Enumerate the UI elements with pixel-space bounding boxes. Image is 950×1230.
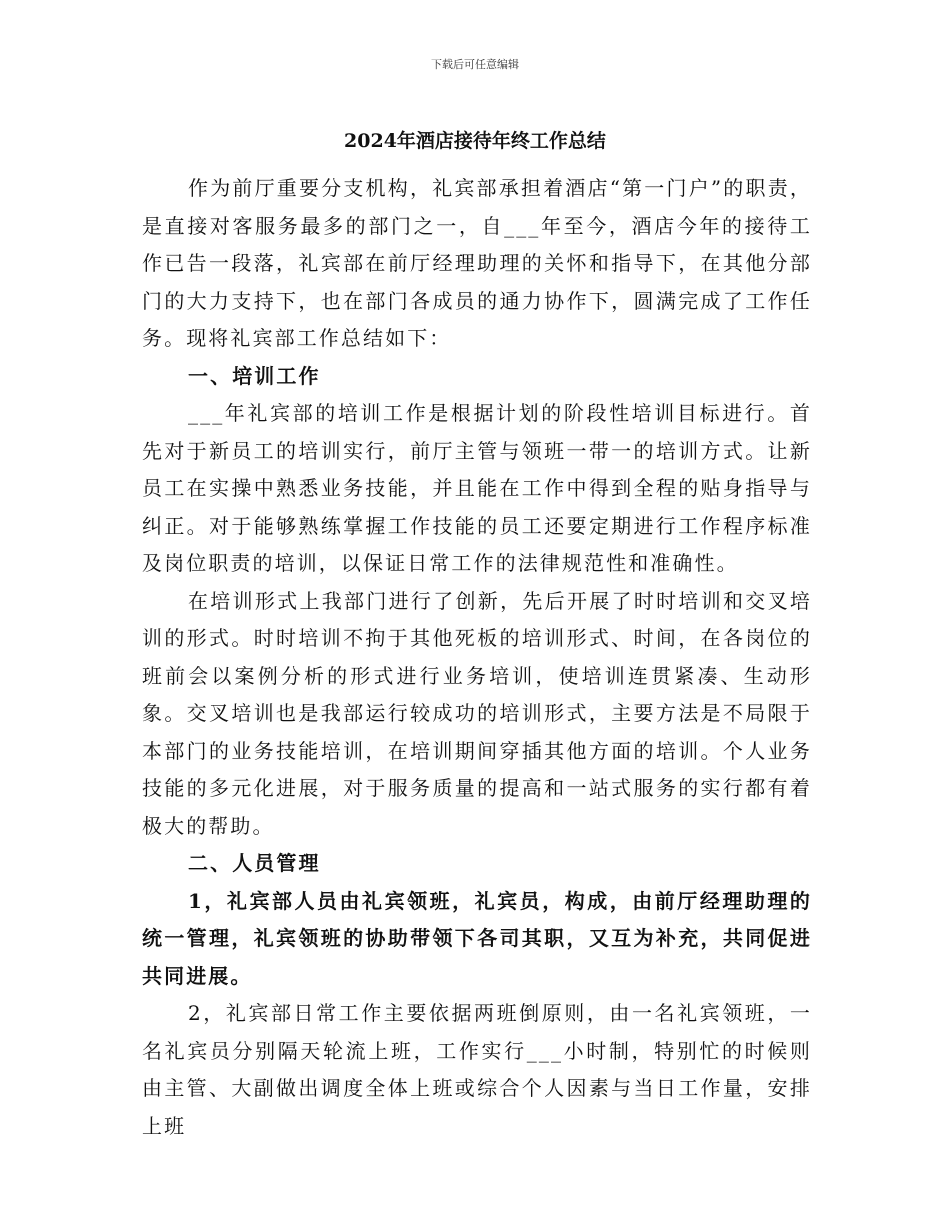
training-paragraph-2: 在培训形式上我部门进行了创新，先后开展了时时培训和交叉培训的形式。时时培训不拘于其他死板的培训形式、时间，在各岗位的班前会以案例分析的形式进行业务培训，使培训连贯紧凑、生动形象。交叉培训也是我部运行较成功的培训形式，主要方法是不局限于本部门的业务技能培训，在培训期间穿插其他方面的培训。个人业务技能的多元化进展，对于服务质量的提高和一站式服务的实行都有着极大的帮助。 — [142, 588, 812, 838]
section-heading-staff-management: 二、人员管理 — [188, 851, 321, 875]
document-body — [142, 170, 812, 1145]
intro-paragraph: 作为前厅重要分支机构，礼宾部承担着酒店“第一门户”的职责，是直接对客服务最多的部门之一，自___年至今，酒店今年的接待工作已告一段落，礼宾部在前厅经理助理的关怀和指导下，在其他分部门的大力支持下，也在部门各成员的通力协作下，圆满完成了工作任务。现将礼宾部工作总结如下： — [142, 176, 812, 350]
document-title: 2024年酒店接待年终工作总结 — [344, 130, 606, 152]
training-paragraph-1: ___年礼宾部的培训工作是根据计划的阶段性培训目标进行。首先对于新员工的培训实行，前厅主管与领班一带一的培训方式。让新员工在实操中熟悉业务技能，并且能在工作中得到全程的贴身指导与纠正。对于能够熟练掌握工作技能的员工还要定期进行工作程序标准及岗位职责的培训，以保证日常工作的法律规范性和准确性。 — [142, 401, 812, 575]
section-heading-training: 一、培训工作 — [188, 363, 321, 388]
staff-paragraph-2: 2，礼宾部日常工作主要依据两班倒原则，由一名礼宾领班，一名礼宾员分别隔天轮流上班，工作实行___小时制，特别忙的时候则由主管、大副做出调度全体上班或综合个人因素与当日工作量，安排上班 — [142, 1001, 812, 1138]
page-header-note: 下载后可任意编辑 — [431, 58, 519, 71]
staff-paragraph-1: 1，礼宾部人员由礼宾领班，礼宾员，构成，由前厅经理助理的统一管理，礼宾领班的协助带领下各司其职，又互为补充，共同促进共同进展。 — [142, 888, 812, 988]
